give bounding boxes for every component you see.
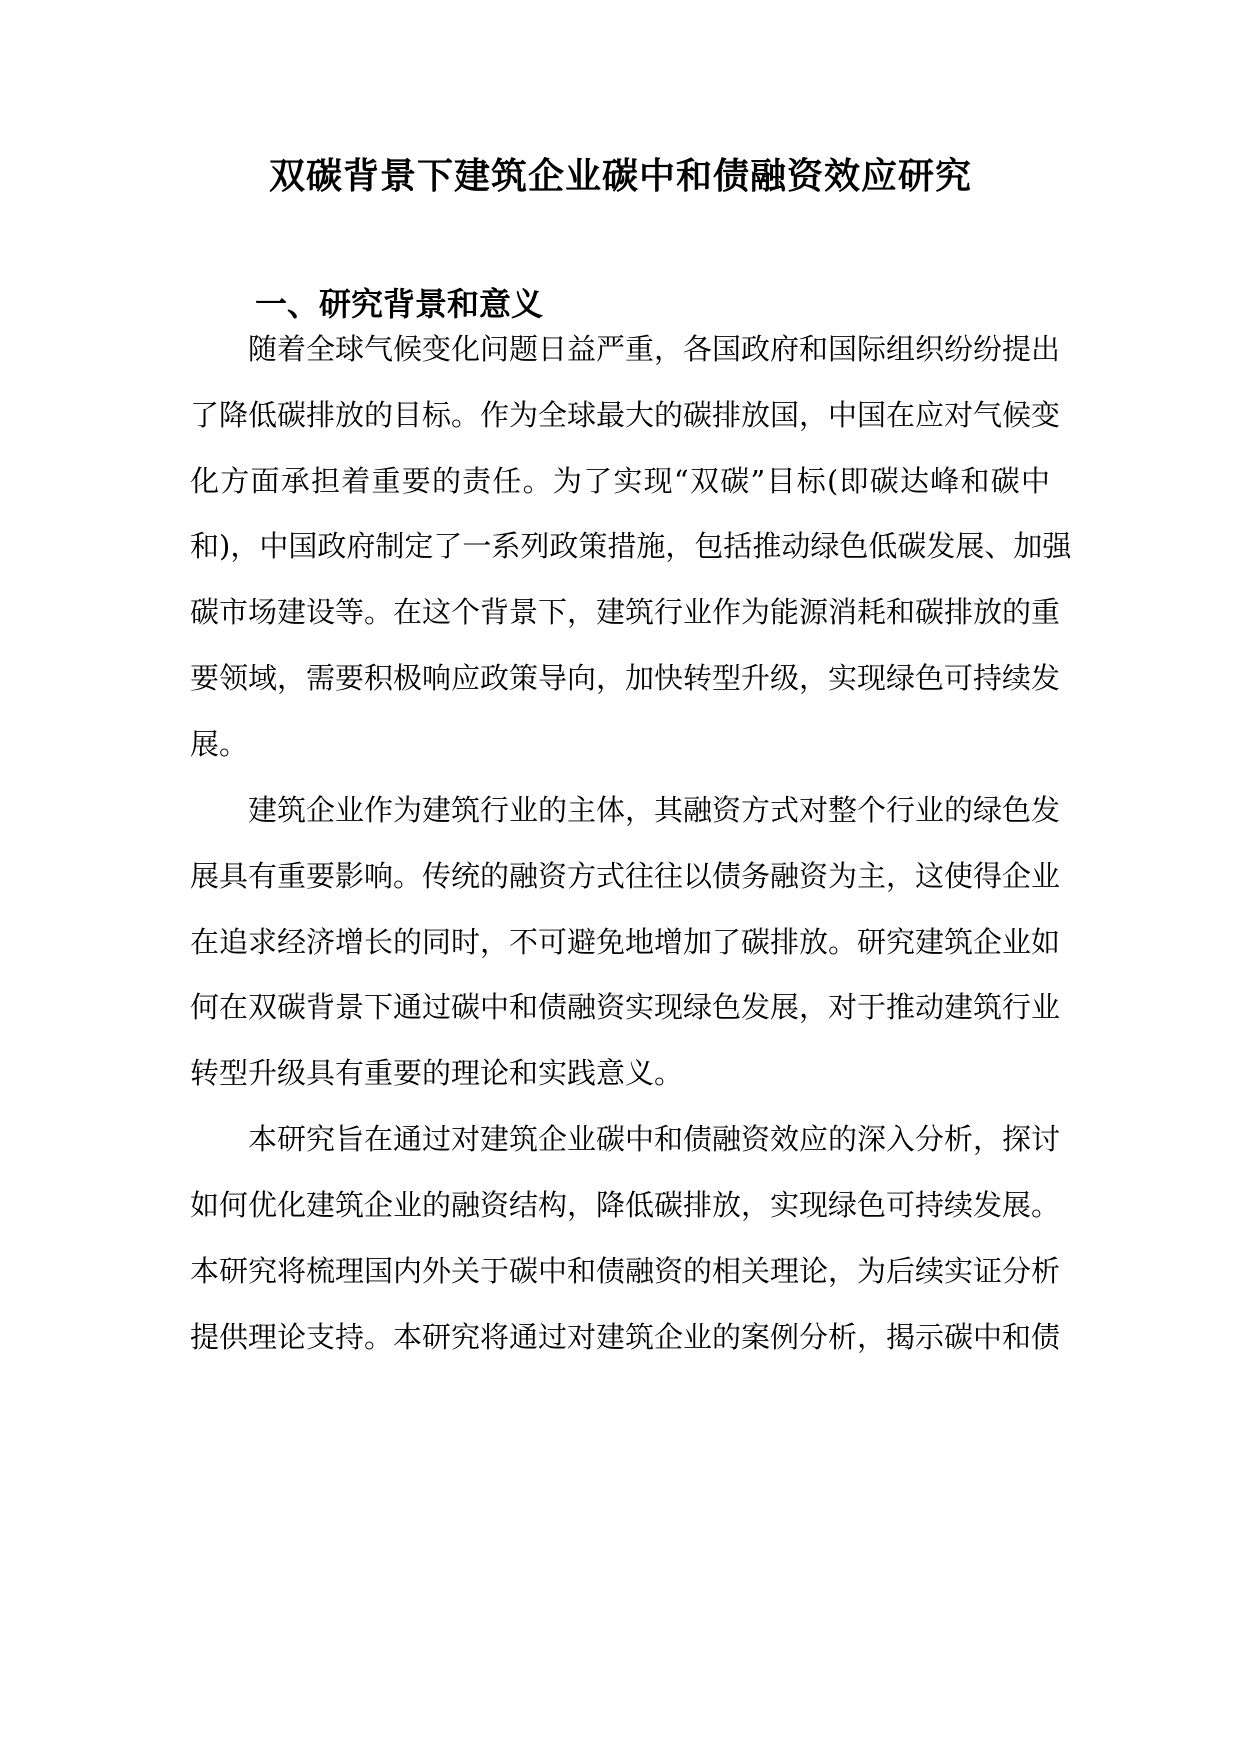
paragraph-1-line: 碳市场建设等。在这个背景下，建筑行业作为能源消耗和碳排放的重 (190, 595, 1061, 629)
paragraph-1-line: 要领域，需要积极响应政策导向，加快转型升级，实现绿色可持续发 (190, 661, 1061, 695)
paragraph-2-line: 在追求经济增长的同时，不可避免地增加了碳排放。研究建筑企业如 (190, 925, 1061, 959)
paragraph-2-line: 展具有重要影响。传统的融资方式往往以债务融资为主，这使得企业 (190, 859, 1061, 893)
paragraph-1-line: 展。 (190, 727, 249, 761)
paragraph-2-line: 何在双碳背景下通过碳中和债融资实现绿色发展，对于推动建筑行业 (190, 990, 1061, 1024)
paragraph-3-line: 如何优化建筑企业的融资结构，降低碳排放，实现绿色可持续发展。 (190, 1188, 1061, 1222)
paragraph-1-line: 化方面承担着重要的责任。为了实现“双碳”目标(即碳达峰和碳中 (190, 464, 1050, 498)
paragraph-3-line: 本研究将梳理国内外关于碳中和债融资的相关理论，为后续实证分析 (190, 1254, 1061, 1288)
document-title: 双碳背景下建筑企业碳中和债融资效应研究 (268, 155, 972, 197)
paragraph-2-line: 建筑企业作为建筑行业的主体，其融资方式对整个行业的绿色发 (248, 793, 1061, 827)
paragraph-1-line: 随着全球气候变化问题日益严重，各国政府和国际组织纷纷提出 (248, 332, 1061, 366)
paragraph-1-line: 和)，中国政府制定了一系列政策措施，包括推动绿色低碳发展、加强 (190, 529, 1072, 563)
paragraph-3-line: 本研究旨在通过对建筑企业碳中和债融资效应的深入分析，探讨 (248, 1122, 1061, 1156)
section-heading: 一、研究背景和意义 (255, 285, 544, 323)
paragraph-2-line: 转型升级具有重要的理论和实践意义。 (190, 1056, 684, 1090)
paragraph-3-line: 提供理论支持。本研究将通过对建筑企业的案例分析，揭示碳中和债 (190, 1320, 1061, 1354)
paragraph-1-line: 了降低碳排放的目标。作为全球最大的碳排放国，中国在应对气候变 (190, 398, 1061, 432)
